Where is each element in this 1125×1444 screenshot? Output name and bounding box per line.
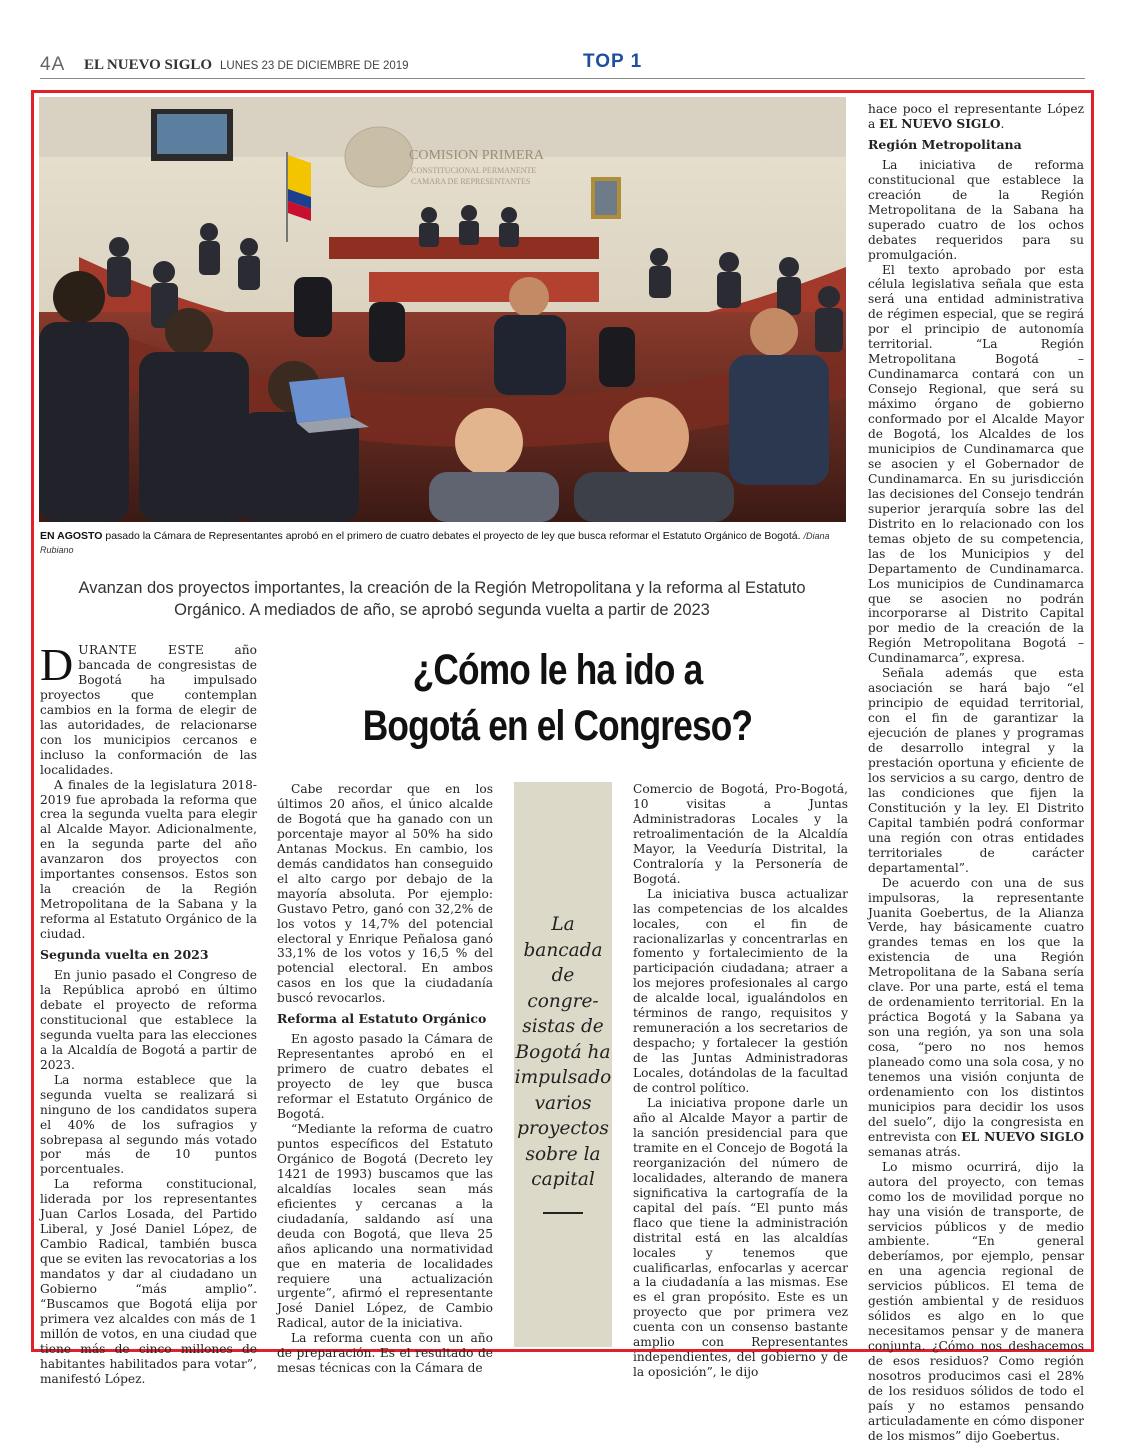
headline (322, 642, 794, 754)
column-3 (633, 782, 848, 1380)
subhead-estatuto-organico: Reforma al Estatuto Orgánico (277, 1011, 487, 1027)
pull-quote-line: Bogotá ha (515, 1041, 611, 1063)
photo-caption (40, 529, 840, 557)
col2-paragraph-2: En agosto pasado la Cámara de Representantes aprobó en el primero de cuatro debates el proyecto de ley que busca reformar el Estatuto Orgánico de Bogotá. (277, 1032, 493, 1122)
subhead-region-metropolitana: Región Metropolitana (868, 136, 1022, 152)
col3-paragraph-1: Comercio de Bogotá, Pro-Bogotá, 10 visitas a Juntas Administradoras Locales y la retroalimentación de la Alcaldía Mayor, la Veeduría Distrital, la Contraloría y la Personería de Bogotá. (633, 782, 848, 886)
sign-text-1: COMISION PRIMERA (409, 148, 544, 163)
headline-line-2: Bogotá en el Congreso? (362, 702, 753, 750)
headline-line-1: ¿Cómo le ha ido a (412, 646, 703, 694)
pull-quote-line: bancada (523, 939, 603, 961)
sign-text-3: CAMARA DE REPRESENTANTES (411, 177, 531, 186)
col2-paragraph-1: Cabe recordar que en los últimos 20 años, el único alcalde de Bogotá que ha ganado con un porcentaje mayor al 50% ha sido Antanas Mockus. En cambio, los demás candidatos han conseguido el alto cargo por debajo de la mayoría absoluta. Por ejemplo: Gustavo Petro, ganó con 32,2% de los votos y 14,7% del potencial electoral y Enrique Peñalosa ganó 33,1% de los votos y 16,5 % del potencial electoral. En ambos casos en los que la ciudadanía buscó revocarlos. (277, 782, 493, 1006)
subhead-segunda-vuelta: Segunda vuelta en 2023 (40, 947, 209, 963)
publication-name: EL NUEVO SIGLO (84, 57, 213, 73)
page-header (40, 52, 1085, 79)
col1-paragraph-4: La norma establece que la segunda vuelta se realizará si ninguno de los candidatos supera el 40% de los sufragios y sobrepasa al segundo más votado por más de 10 puntos porcentuales. (40, 1072, 257, 1177)
col2-paragraph-4: La reforma cuenta con un año de preparación. Es el resultado de mesas técnicas con la Cámara de (277, 1331, 493, 1376)
pull-quote-box (514, 782, 612, 1347)
col1-paragraph-2: A finales de la legislatura 2018-2019 fue aprobada la reforma que crea la segunda vuelta para elegir al Alcalde Mayor. Adicionalmente, en la segunda parte del año avanzaron dos proyectos con importantes consensos. Estos son la creación de la Región Metropolitana de la Sabana y la reforma al Estatuto Orgánico de la ciudad. (40, 777, 257, 942)
publication-date: LUNES 23 DE DICIEMBRE DE 2019 (220, 60, 409, 72)
sign-text-2: CONSTITUCIONAL PERMANENTE (411, 166, 537, 175)
col4-paragraph-3: Señala además que esta asociación se hará bajo “el principio de equidad territorial, con el fin de garantizar la ejecución de planes y programas de desarrollo integral y la prestación oportuna y eficiente de los servicios a su cargo, dentro de las condiciones que fijen la Constitución y la ley. El Distrito Capital también podrá conformar una región con otras entidades territoriales de carácter departamental”. (868, 666, 1084, 875)
pull-quote-line: congre- (527, 990, 599, 1012)
article-deck: Avanzan dos proyectos importantes, la creación de la Región Metropolitana y la reforma al Estatuto Orgánico. A mediados de año, se aprobó segunda vuelta a partir de 2023 (78, 579, 806, 619)
pull-quote-line: proyectos (517, 1118, 609, 1139)
page-number: 4A (40, 54, 66, 75)
pull-quote-line: sistas de (522, 1016, 604, 1037)
drop-cap: D (40, 639, 74, 690)
col4-p4-end: semanas atrás. (868, 1144, 961, 1159)
col4-p0-text: hace poco el representante López a (868, 102, 1084, 131)
col1-paragraph-1 (40, 639, 257, 778)
col3-paragraph-3: La iniciativa propone darle un año al Alcalde Mayor a partir de la sanción presidencial para que tramite en el Concejo de Bogotá la reorganización del número de localidades, alterando de manera significativa la cartografía de la capital del país. “El punto más flaco que tiene la administración distrital está en las alcaldías locales y tenemos que cualificarlas, enfocarlas y acercar a la ciudadanía a las mismas. Ese es el gran propósito. Este es un proyecto que por primera vez cuenta con un consenso bastante amplio con Representantes independientes, del gobierno y de la oposición”, le dijo (633, 1096, 848, 1380)
lead-caps: URANTE ESTE (78, 643, 205, 657)
pull-quote-rule (543, 1212, 583, 1214)
caption-text: pasado la Cámara de Representantes aprobó en el primero de cuatro debates el proyecto de ley que busca reformar el Estatuto Orgánico de Bogotá. (102, 530, 804, 542)
pull-quote-line: varios (534, 1092, 592, 1114)
article-photo (39, 97, 846, 522)
column-2 (277, 782, 493, 1376)
col4-paragraph-5: Lo mismo ocurrirá, dijo la autora del proyecto, con temas como los de movilidad porque no hay una visión de transporte, de servicios públicos y de medio ambiente. “En general deberíamos, por ejemplo, pensar en una agencia regional de servicios públicos. El tema de gestión ambiental y de residuos sólidos es algo en lo que necesitamos pensar y de manera conjunta. ¿Cómo nos deshacemos de esos residuos? Como región nosotros producimos casi el 28% de los residuos sólidos de todo el país y no estamos pensando articuladamente en cómo disponer de los mismos” dijo Goebertus. (868, 1159, 1084, 1443)
pull-quote-line: impulsado (514, 1067, 612, 1088)
column-4 (868, 102, 1084, 1444)
column-1 (40, 639, 257, 1387)
col1-p1-text: año bancada de congresistas de Bogotá ha impulsado proyectos que contemplan cambios en la forma de elegir de las autoridades, de relacionarse con los municipios cercanos e incluso la conformación de las localidades. (40, 643, 257, 777)
col4-paragraph-2: El texto aprobado por esta célula legislativa señala que esta será una entidad administrativa de régimen especial, que se regirá por el principio de autonomía territorial. “La Región Metropolitana Bogotá – Cundinamarca contará con un Consejo Regional, que será su máximo órgano de gobierno conformado por el Alcalde Mayor de Bogotá, los Alcaldes de los municipios de Cundinamarca que se asocien y el Gobernador de Cundinamarca. En su jurisdicción las decisiones del Consejo tendrán superior jerarquía sobre las del Distrito en lo relacionado con los temas objeto de su competencia, las de los Municipios y del Departamento de Cundinamarca. Los municipios de Cundinamarca que se asocien no podrán incorporarse al Distrito Capital por medio de la creación de la Región Metropolitana Bogotá – Cundinamarca”, expresa. (868, 262, 1084, 666)
col4-p4-text: De acuerdo con una de sus impulsoras, la representante Juanita Goebertus, de la Alianza Verde, hay básicamente cuatro grandes temas en los que la existencia de una Región Metropolitana de la Sabana sería clave. Por una parte, está el tema de ordenamiento territorial. En la práctica Bogotá y la Sabana ya son una región, ya son una sola cosa, “pero no nos hemos planeado como una sola cosa, y no tenemos una visión conjunta de ordenamiento con los distintos municipios para decidir los usos del suelo”, dijo la congresista en entrevista con (868, 875, 1084, 1144)
col4-paragraph-1: La iniciativa de reforma constitucional que establece la creación de la Región Metropolitana de la Sabana ha superado cuatro de los ochos debates requeridos para su promulgación. (868, 157, 1084, 262)
section-label: TOP 1 (583, 51, 643, 72)
congress-chamber-illustration (39, 97, 846, 522)
pull-quote-line: capital (531, 1169, 595, 1190)
col1-paragraph-3: En junio pasado el Congreso de la República aprobó en último debate el proyecto de reforma constitucional que establece la segunda vuelta para las elecciones a la Alcaldía de Bogotá a partir de 2023. (40, 968, 257, 1072)
pull-quote-line: La (551, 914, 575, 935)
pull-quote (514, 912, 612, 1193)
col4-paragraph-4 (868, 876, 1084, 1160)
publication-mention: EL NUEVO SIGLO (961, 1129, 1084, 1144)
col2-paragraph-3: “Mediante la reforma de cuatro puntos específicos del Estatuto Orgánico de Bogotá (Decreto ley 1421 de 1993) buscamos que las alcaldías locales sean más eficientes y cercanas a la ciudadanía, saldando así una deuda con Bogotá, que lleva 25 años aplicando una normatividad que en materia de localidades requiere una actualización urgente”, afirmó el representante José Daniel López, de Cambio Radical, autor de la iniciativa. (277, 1121, 493, 1331)
pull-quote-line: sobre la (525, 1143, 601, 1165)
col3-paragraph-2: La iniciativa busca actualizar las competencias de los alcaldes locales, con el fin de racionalizarlas y concentrarlas en fomento y fortalecimiento de la participación ciudadana; atraer a los mejores profesionales al cargo de alcalde local, igualándolos en términos de rango, requisitos y remuneración a los secretarios de despacho; y fortalecer la gestión de las Juntas Administradoras Locales, dotándolas de la facultad de control político. (633, 886, 848, 1096)
col4-paragraph-0 (868, 102, 1084, 132)
caption-lead: EN AGOSTO (40, 530, 103, 542)
pull-quote-line: de (551, 965, 575, 986)
publication-mention: EL NUEVO SIGLO (879, 116, 1001, 131)
photo-credit: /Diana Rubiano (40, 531, 830, 555)
col1-paragraph-5: La reforma constitucional, liderada por los representantes Juan Carlos Losada, del Partido Liberal, y José Daniel López, de Cambio Radical, también busca que se eviten las revocatorias a los mandatos y dar al ciudadano un Gobierno “más amplio”. “Buscamos que Bogotá elija por primera vez alcaldes con más de 1 millón de votos, en una ciudad que tiene más de cinco millones de habitantes habilitados para votar”, manifestó López. (40, 1177, 257, 1386)
col4-p0-end: . (1000, 116, 1005, 131)
